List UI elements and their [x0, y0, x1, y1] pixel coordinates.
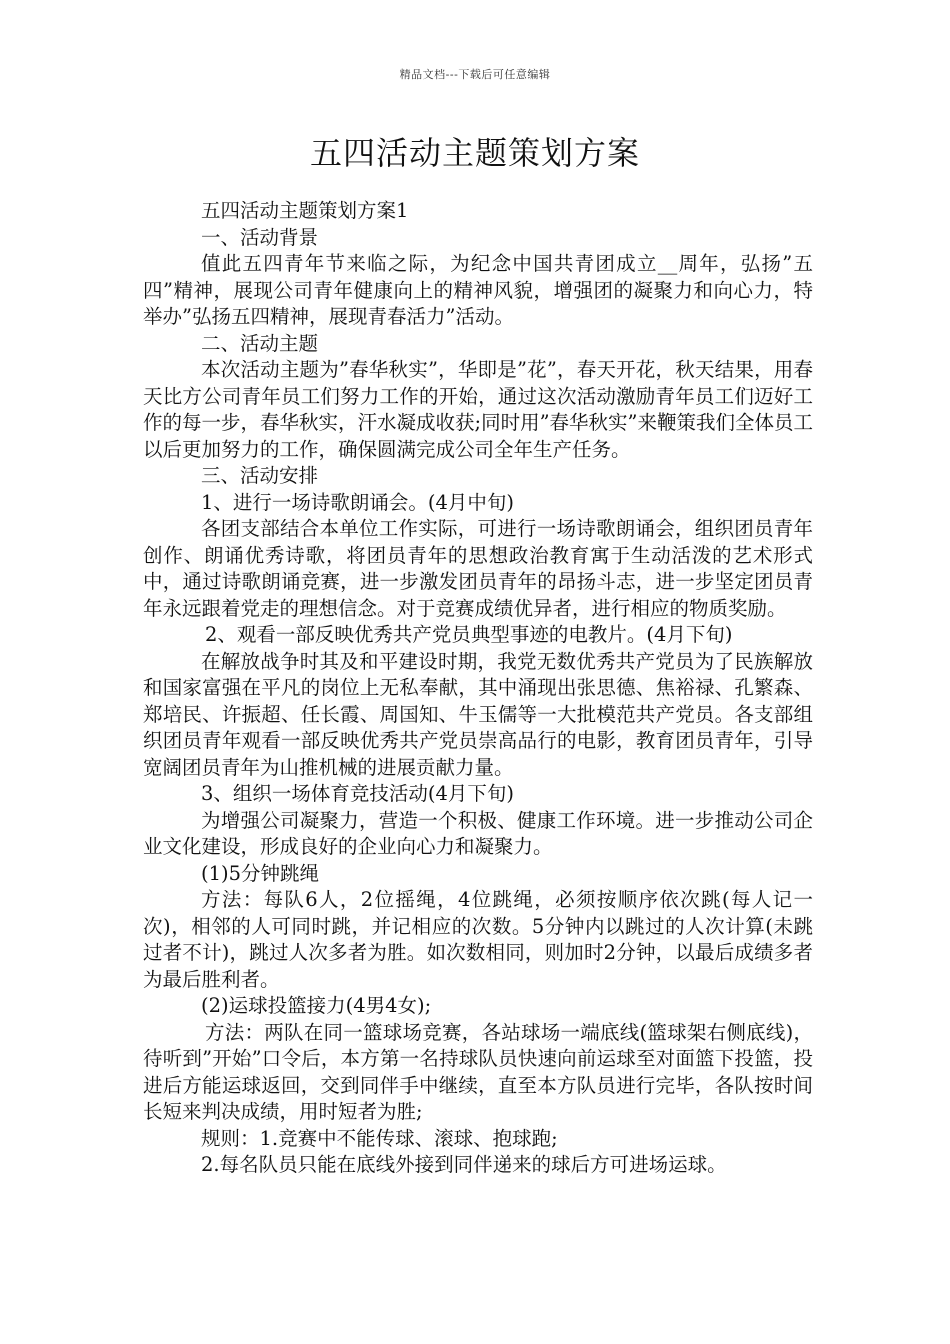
rule-1: 规则：1.竞赛中不能传球、滚球、抱球跑; — [201, 1126, 558, 1150]
heading-arrangement: 三、活动安排 — [201, 464, 319, 487]
item-basketball: (2)运球投篮接力(4男4女); — [201, 994, 432, 1017]
paragraph-sports: 为增强公司凝聚力，营造一个积极、健康工作环境。进一步推动公司企业文化建设，形成良好的企业向心力和凝聚力。 — [143, 808, 813, 858]
paragraph-background: 值此五四青年节来临之际，为纪念中国共青团成立__周年，弘扬”五四”精神，展现公司青年健康向上的精神风貌，增强团的凝聚力和向心力，特举办”弘扬五四精神，展现青春活力”活动。 — [143, 252, 813, 328]
item-film: 2、观看一部反映优秀共产党员典型事迹的电教片。(4月下旬) — [205, 623, 733, 646]
item-poetry: 1、进行一场诗歌朗诵会。(4月中旬) — [201, 490, 515, 514]
section-subtitle: 五四活动主题策划方案1 — [201, 199, 409, 222]
item-sports: 3、组织一场体育竞技活动(4月下旬) — [201, 782, 515, 805]
paragraph-theme: 本次活动主题为”春华秋实”，华即是”花”，春天开花，秋天结果，用春天比方公司青年员工们努力工作的开始，通过这次活动激励青年员工们迈好工作的每一步，春华秋实，汗水凝成收获;同时用”春华秋实”来鞭策我们全体员工以后更加努力的工作，确保圆满完成公司全年生产任务。 — [143, 358, 814, 461]
document-body — [143, 198, 813, 1179]
paragraph-film: 在解放战争时其及和平建设时期，我党无数优秀共产党员为了民族解放和国家富强在平凡的岗位上无私奉献，其中涌现出张思德、焦裕禄、孔繁森、郑培民、许振超、任长霞、周国知、牛玉儒等一大批模范共产党员。各支部组织团员青年观看一部反映优秀共产党员崇高品行的电影，教育团员青年，引导宽阔团员青年为山推机械的进展贡献力量。 — [143, 649, 813, 779]
paragraph-jump-rope: 方法：每队6人，2位摇绳，4位跳绳，必须按顺序依次跳(每人记一次)，相邻的人可同时跳，并记相应的次数。5分钟内以跳过的人次计算(未跳过者不计)，跳过人次多者为胜。如次数相同，则加时2分钟，以最后成绩多者为最后胜利者。 — [143, 888, 813, 991]
heading-theme: 二、活动主题 — [201, 331, 319, 355]
heading-background: 一、活动背景 — [201, 225, 319, 249]
paragraph-basketball: 方法：两队在同一篮球场竞赛，各站球场一端底线(篮球架右侧底线)，待听到”开始”口令后，本方第一名持球队员快速向前运球至对面篮下投篮，投进后方能运球返回，交到同伴手中继续，直至本方队员进行完毕，各队按时间长短来判决成绩，用时短者为胜; — [143, 1020, 813, 1123]
document-title: 五四活动主题策划方案 — [309, 134, 640, 172]
header-note: 精品文档---下载后可任意编辑 — [399, 68, 551, 81]
rule-2: 2.每名队员只能在底线外接到同伴递来的球后方可进场运球。 — [201, 1153, 727, 1176]
item-jump-rope: (1)5分钟跳绳 — [201, 861, 320, 885]
paragraph-poetry: 各团支部结合本单位工作实际，可进行一场诗歌朗诵会，组织团员青年创作、朗诵优秀诗歌，将团员青年的思想政治教育寓于生动活泼的艺术形式中，通过诗歌朗诵竞赛，进一步激发团员青年的昂扬斗志，进一步坚定团员青年永远跟着党走的理想信念。对于竞赛成绩优异者，进行相应的物质奖励。 — [143, 517, 813, 620]
